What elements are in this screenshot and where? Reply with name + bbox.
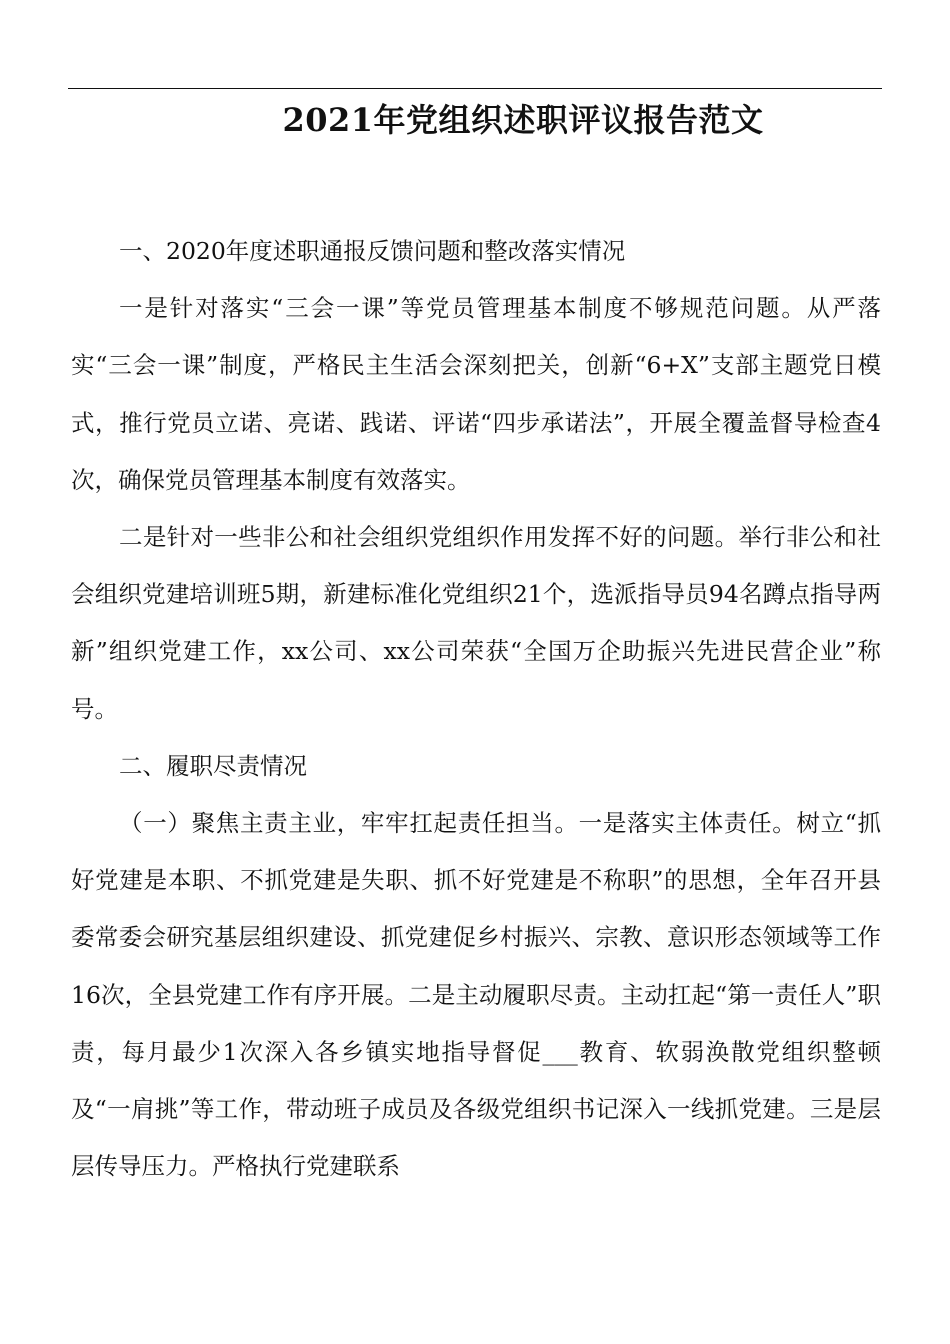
section-heading-1: 一、2020年度述职通报反馈问题和整改落实情况	[119, 237, 626, 265]
paragraph-1: 一是针对落实“三会一课”等党员管理基本制度不够规范问题。从严落实“三会一课”制度，严格民主生活会深刻把关，创新“6+X”支部主题党日模式，推行党员立诺、亮诺、践诺、评诺“四步承诺法”，开展全覆盖督导检查4次，确保党员管理基本制度有效落实。	[71, 294, 881, 494]
paragraph-2: 二是针对一些非公和社会组织党组织作用发挥不好的问题。举行非公和社会组织党建培训班5期，新建标准化党组织21个，选派指导员94名蹲点指导两新”组织党建工作，xx公司、xx公司荣获“全国万企助振兴先进民营企业”称号。	[71, 523, 881, 723]
header-rule	[68, 88, 882, 89]
paragraph-3: （一）聚焦主责主业，牢牢扛起责任担当。一是落实主体责任。树立“抓好党建是本职、不抓党建是失职、抓不好党建是不称职”的思想，全年召开县委常委会研究基层组织建设、抓党建促乡村振兴、宗教、意识形态领域等工作16次，全县党建工作有序开展。二是主动履职尽责。主动扛起“第一责任人”职责，每月最少1次深入各乡镇实地指导督促___教育、软弱涣散党组织整顿及“一肩挑”等工作，带动班子成员及各级党组织书记深入一线抓党建。三是层层传导压力。严格执行党建联系	[71, 809, 881, 1181]
section-heading-2: 二、履职尽责情况	[119, 751, 307, 780]
document-title: 2021年党组织述职评议报告范文	[282, 101, 764, 139]
document-body	[71, 223, 881, 1195]
